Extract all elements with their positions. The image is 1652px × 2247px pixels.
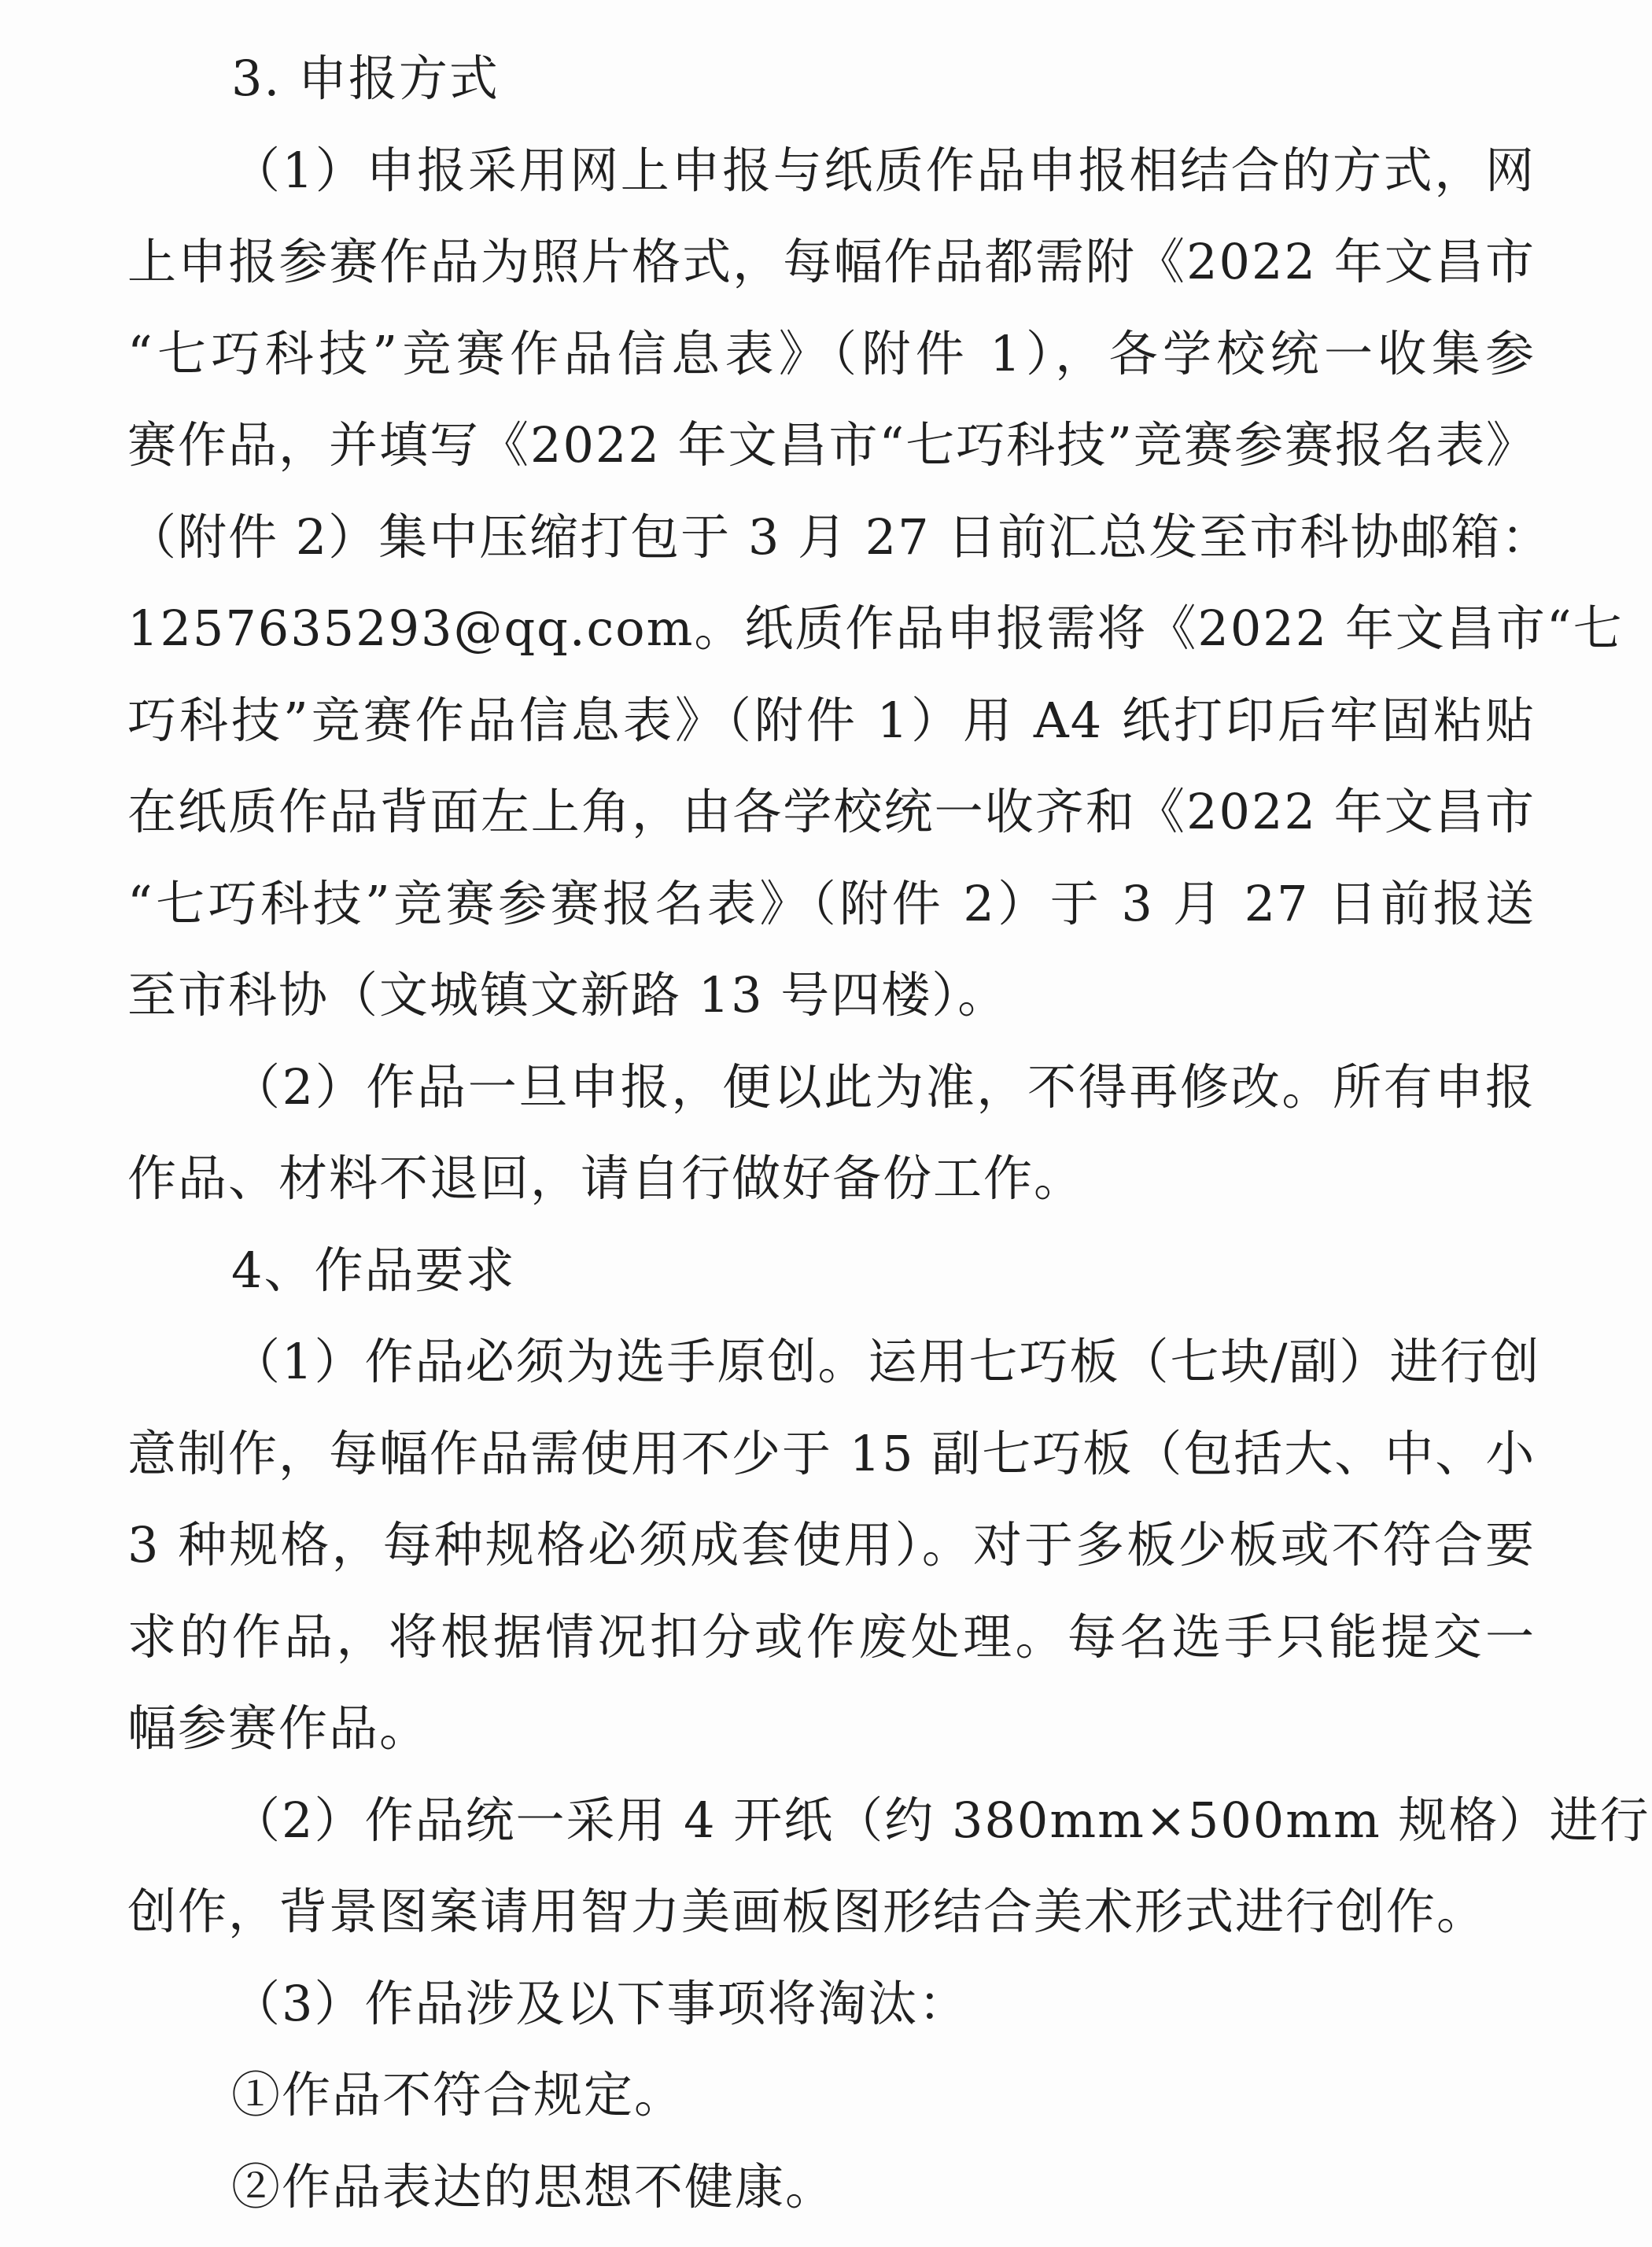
list-item: ②作品表达的思想不健康。 (231, 2157, 836, 2216)
paragraph-line: 赛作品，并填写《2022 年文昌市“七巧科技”竞赛参赛报名表》 (127, 416, 1536, 474)
paragraph-line: 求的作品，将根据情况扣分或作废处理。每名选手只能提交一 (127, 1607, 1536, 1666)
paragraph-line: 巧科技”竞赛作品信息表》（附件 1）用 A4 纸打印后牢固粘贴 (127, 691, 1536, 749)
section-heading-4: 4、作品要求 (231, 1241, 516, 1299)
paragraph-line: 至市科协（文城镇文新路 13 号四楼）。 (127, 966, 1009, 1024)
paragraph-line: 1257635293@qq.com。纸质作品申报需将《2022 年文昌市“七 (127, 600, 1624, 657)
paragraph-line: （2）作品统一采用 4 开纸（约 380mm×500mm 规格）进行 (231, 1791, 1650, 1849)
paragraph-line: （3）作品涉及以下事项将淘汰： (231, 1974, 969, 2032)
section-heading-3: 3. 申报方式 (231, 50, 500, 107)
document-body (127, 33, 1650, 2233)
paragraph-line: 作品、材料不退回，请自行做好备份工作。 (127, 1149, 1085, 1207)
paragraph-line: 意制作，每幅作品需使用不少于 15 副七巧板（包括大、中、小 (127, 1424, 1536, 1482)
paragraph-line: “七巧科技”竞赛参赛报名表》（附件 2）于 3 月 27 日前报送 (127, 874, 1536, 932)
paragraph-line: “七巧科技”竞赛作品信息表》（附件 1），各学校统一收集参 (127, 324, 1536, 382)
paragraph-line: 幅参赛作品。 (127, 1699, 430, 1757)
paragraph-line: 在纸质作品背面左上角，由各学校统一收齐和《2022 年文昌市 (127, 783, 1536, 840)
paragraph-line: （1）作品必须为选手原创。运用七巧板（七块/副）进行创 (231, 1333, 1541, 1390)
paragraph-line: （2）作品一旦申报，便以此为准，不得再修改。所有申报 (231, 1057, 1536, 1116)
list-item: ①作品不符合规定。 (231, 2066, 685, 2123)
paragraph-line: （附件 2）集中压缩打包于 3 月 27 日前汇总发至市科协邮箱： (127, 507, 1552, 566)
paragraph-line: 上申报参赛作品为照片格式，每幅作品都需附《2022 年文昌市 (127, 233, 1536, 290)
paragraph-line: 创作，背景图案请用智力美画板图形结合美术形式进行创作。 (127, 1883, 1488, 1940)
paragraph-line: 3 种规格，每种规格必须成套使用）。对于多板少板或不符合要 (127, 1516, 1536, 1574)
paragraph-line: （1）申报采用网上申报与纸质作品申报相结合的方式，网 (231, 141, 1536, 199)
